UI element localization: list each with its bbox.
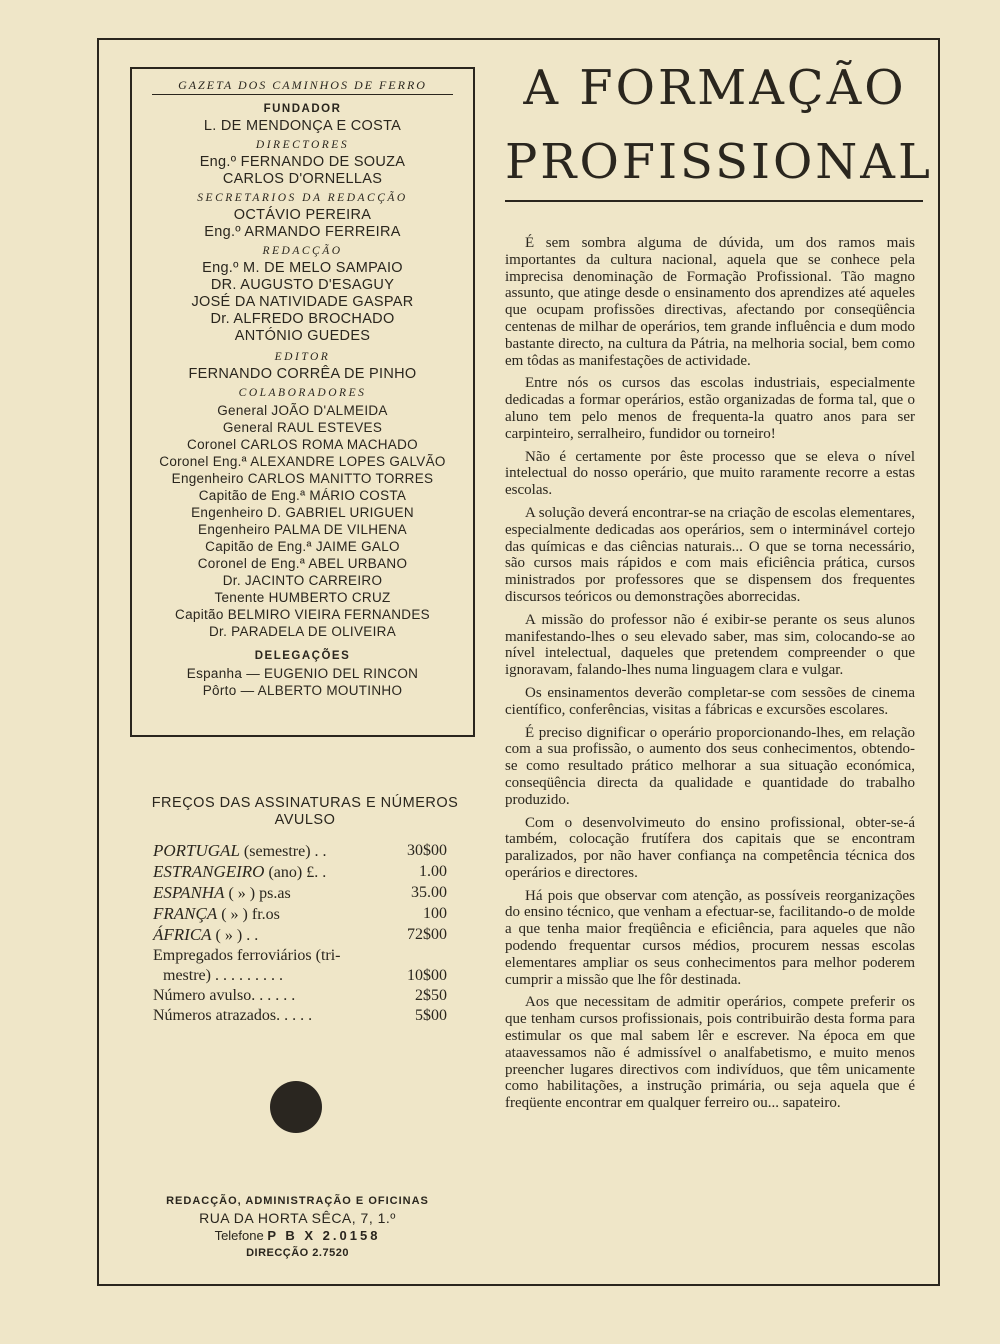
atrazados-value: 5$00 xyxy=(415,1007,447,1024)
masthead-box xyxy=(130,67,475,737)
colaborador-name: Coronel de Eng.ª ABEL URBANO xyxy=(197,556,408,571)
price-label xyxy=(153,841,327,862)
colaboradores-label: COLABORADORES xyxy=(238,387,367,399)
fundador-name: L. DE MENDONÇA E COSTA xyxy=(203,118,402,134)
redaccao-name: Dr. ALFREDO BROCHADO xyxy=(210,311,395,327)
editor-name: FERNANDO CORRÊA DE PINHO xyxy=(188,366,417,382)
price-detail: ( » ) . . xyxy=(211,927,259,944)
masthead-gazeta: GAZETA DOS CAMINHOS DE FERRO xyxy=(152,78,453,95)
colaborador-name: Capitão de Eng.ª MÁRIO COSTA xyxy=(198,488,407,503)
delegacao-name: Espanha — EUGENIO DEL RINCON xyxy=(186,666,419,681)
colaborador-name: Engenheiro CARLOS MANITTO TORRES xyxy=(171,471,434,486)
price-row xyxy=(135,862,475,883)
article-paragraph: É sem sombra alguma de dúvida, um dos ramos mais importantes da cultura nacional, aquela que se conhece pela imprecisa denominação de Formação Profissional. Tão magno assunto, que atinge desde o ensinamento dos aprendizes até aqueles que ocupam profissões directivas, afectando por conseqüência centenas de milhar de operários, tem grande influência e dum modo bastante directo, na cultura da Pátria, na melhoria social, bem como em tôdas as manifestações de actividade. xyxy=(505,235,915,369)
colaborador-name: Dr. PARADELA DE OLIVEIRA xyxy=(208,624,396,639)
article-paragraph: Entre nós os cursos das escolas industriais, especialmente dedicadas a formar operários, estão organizadas de forma tal, que o aluno tem pelo menos de frequenta-la quatro anos para ser carpinteiro, serralheiro, fundidor ou torneiro! xyxy=(505,375,915,442)
footer-telefone xyxy=(135,1227,460,1245)
price-value: 1.00 xyxy=(419,863,447,880)
fundador-label: FUNDADOR xyxy=(263,103,342,115)
empregados-line1: Empregados ferroviários (tri- xyxy=(153,947,341,964)
avulso-label: Número avulso. . . . . . xyxy=(153,987,296,1004)
telefone-label: Telefone xyxy=(214,1228,264,1243)
empregados-line2: mestre) . . . . . . . . . xyxy=(163,967,283,984)
article-paragraph: Há pois que observar com atenção, as possíveis reorganizações do ensino técnico, que venham a efectuar-se, facilitando-o de molde a que tenha maior freqüência e eficiência, para aqueles que não podendo frequentar cursos médios, procurem nessas escolas elementares ampliar os seus conhecimentos para melhor poderem cumprir a missão que lhe fôr destinada. xyxy=(505,887,915,988)
telefone-value: P B X 2.0158 xyxy=(267,1228,381,1243)
redaccao-name: ANTÓNIO GUEDES xyxy=(234,328,371,344)
price-country: FRANÇA xyxy=(153,904,218,923)
footer xyxy=(135,1193,460,1261)
ornament-dot xyxy=(270,1081,322,1133)
article-paragraph: Aos que necessitam de admitir operários, compete preferir os que tenham cursos profissionais, pois contribuirão desta forma para estimular os que mal sabem lêr e escrever. Na época em que ataavessamos não é admissível o analfabetismo, e muito menos preencher lugares directivos com indivíduos, que têm unicamente como habilitações, a instrução primária, ou seja aquela que é freqüente encontrar em qualquer ferreiro ou... sapateiro. xyxy=(505,994,915,1112)
price-detail: ( » ) ps.as xyxy=(224,885,291,902)
article-paragraph: A solução deverá encontrar-se na criação de escolas elementares, especialmente dedicadas aos operários, sem o interminável cortejo das químicas e das ciências naturais... O que se torna necessário, são cursos mais rápidos e com mais eficiência prática, cursos ministrados por professores que se dispensem dos frequentes discursos teóricos ou demonstrações aborrecidas. xyxy=(505,504,915,605)
article-body xyxy=(505,235,915,1118)
editor-label: EDITOR xyxy=(274,351,331,363)
price-row xyxy=(135,904,475,925)
price-value: 35.00 xyxy=(411,884,447,901)
prices-section xyxy=(135,795,475,1026)
article-title-line1: A FORMAÇÃO xyxy=(523,60,907,116)
footer-address: RUA DA HORTA SÊCA, 7, 1.º xyxy=(199,1210,396,1226)
colaborador-name: General JOÃO D'ALMEIDA xyxy=(217,403,388,418)
price-label xyxy=(153,883,291,904)
empregados-row xyxy=(135,966,475,986)
article-paragraph: Com o desenvolvimeuto do ensino profissional, obter-se-á também, colocação frutífera dos capitais que se encontram paralizados, por não haver confiança na competência técnica dos operários e directores. xyxy=(505,814,915,881)
delegacoes-label: DELEGAÇÕES xyxy=(254,650,351,662)
avulso-value: 2$50 xyxy=(415,987,447,1004)
redaccao-list xyxy=(132,260,473,345)
article-paragraph: Não é certamente por êste processo que se eleva o nível intelectual do nosso operário, que muito raramente recorre a estas escolas. xyxy=(505,448,915,499)
price-rows xyxy=(135,841,475,946)
price-country: ESTRANGEIRO xyxy=(153,862,265,881)
colaborador-name: Capitão BELMIRO VIEIRA FERNANDES xyxy=(175,607,430,622)
colaboradores-list xyxy=(132,402,473,640)
footer-line1: REDACÇÃO, ADMINISTRAÇÃO E OFICINAS xyxy=(166,1195,429,1207)
article-paragraph: Os ensinamentos deverão completar-se com sessões de cinema científico, conferências, visitas a fábricas e excursões escolares. xyxy=(505,684,915,718)
directores-label: DIRECTORES xyxy=(255,139,350,151)
price-label xyxy=(153,904,280,925)
article-title-line2: PROFISSIONAL xyxy=(505,134,933,190)
avulso-row xyxy=(135,986,475,1006)
price-label xyxy=(153,862,326,883)
price-value: 30$00 xyxy=(407,842,447,859)
price-country: ÁFRICA xyxy=(153,925,212,944)
price-country: PORTUGAL xyxy=(153,841,240,860)
footer-direccao: DIRECÇÃO 2.7520 xyxy=(246,1247,349,1259)
empregados-value: 10$00 xyxy=(407,967,447,984)
director-name: Eng.º FERNANDO DE SOUZA xyxy=(199,154,406,170)
price-country: ESPANHA xyxy=(153,883,225,902)
price-detail: (ano) £. . xyxy=(264,864,327,881)
price-label xyxy=(153,925,258,946)
price-detail: ( » ) fr.os xyxy=(217,906,280,923)
price-row xyxy=(135,841,475,862)
director-name: CARLOS D'ORNELLAS xyxy=(222,171,383,187)
secretario-name: Eng.º ARMANDO FERREIRA xyxy=(204,224,401,240)
delegacao-name: Pôrto — ALBERTO MOUTINHO xyxy=(202,683,403,698)
colaborador-name: General RAUL ESTEVES xyxy=(222,420,383,435)
redaccao-name: JOSÉ DA NATIVIDADE GASPAR xyxy=(191,294,414,310)
secretarios-label: SECRETARIOS DA REDACÇÃO xyxy=(197,192,408,204)
directores-list xyxy=(132,154,473,188)
secretario-name: OCTÁVIO PEREIRA xyxy=(233,207,372,223)
title-rule xyxy=(505,200,923,202)
price-value: 100 xyxy=(423,905,447,922)
secretarios-list xyxy=(132,207,473,241)
price-value: 72$00 xyxy=(407,926,447,943)
price-row xyxy=(135,883,475,904)
article-paragraph: A missão do professor não é exibir-se perante os seus alunos manifestando-lhes o seu elevado saber, mas sim, colocando-se ao nível intelectual, daqueles que pretendem compreender o que ignoravam, falando-lhes numa linguagem clara e vulgar. xyxy=(505,611,915,679)
colaborador-name: Coronel CARLOS ROMA MACHADO xyxy=(187,437,418,452)
colaborador-name: Capitão de Eng.ª JAIME GALO xyxy=(205,539,400,554)
prices-heading: FREÇOS DAS ASSINATURAS E NÚMEROS AVULSO xyxy=(151,795,459,828)
colaborador-name: Dr. JACINTO CARREIRO xyxy=(222,573,383,588)
colaborador-name: Coronel Eng.ª ALEXANDRE LOPES GALVÃO xyxy=(159,454,446,469)
colaborador-name: Engenheiro PALMA DE VILHENA xyxy=(198,522,407,537)
delegacoes-list xyxy=(132,665,473,699)
atrazados-row xyxy=(135,1006,475,1026)
colaborador-name: Tenente HUMBERTO CRUZ xyxy=(214,590,391,605)
redaccao-name: Eng.º M. DE MELO SAMPAIO xyxy=(202,260,403,276)
redaccao-label: REDACÇÃO xyxy=(262,245,343,257)
article-paragraph: É preciso dignificar o operário proporcionando-lhes, em relação com a sua profissão, o aumento dos seus conhecimentos, obtendo-se como resultado prático melhorar a sua situação económica, conseqüência directa da qualidade e quantidade do trabalho produzido. xyxy=(505,724,915,808)
atrazados-label: Números atrazados. . . . . xyxy=(153,1007,313,1024)
price-row xyxy=(135,925,475,946)
redaccao-name: DR. AUGUSTO D'ESAGUY xyxy=(210,277,395,293)
price-detail: (semestre) . . xyxy=(239,843,327,860)
colaborador-name: Engenheiro D. GABRIEL URIGUEN xyxy=(191,505,414,520)
